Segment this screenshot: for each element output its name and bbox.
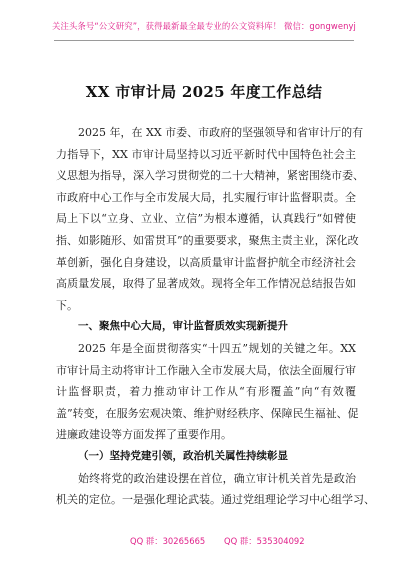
section-heading: 一、聚焦中心大局，审计监督质效实现新提升 — [78, 320, 288, 333]
footer-qq-group-2: QQ 群：535304092 — [224, 536, 305, 546]
header-promo-note: 关注头条号“公文研究”，获得最新最全最专业的公文资料库！ 微信：gongwenyj — [52, 21, 356, 31]
footer-qq-group-1: QQ 群：30265665 — [130, 536, 206, 546]
intro-line: 义思想为指导，深入学习贯彻党的二十大精神，紧密围绕市委、 — [56, 169, 364, 183]
subsection-heading: （一）坚持党建引领，政治机关属性持续彰显 — [78, 449, 288, 462]
subsection-line: 机关的定位。一是强化理论武装。通过党组理论学习中心组学习、 — [56, 493, 375, 507]
section-line: 计监督职责，着力推动审计工作从“有形覆盖”向“有效覆 — [56, 385, 356, 399]
intro-line: 革创新，强化自身建设，以高质量审计监督护航全市经济社会 — [56, 255, 356, 269]
section-line: 进廉政建设等方面发挥了重要作用。 — [56, 428, 232, 442]
intro-line: 力指导下，XX 市审计局坚持以习近平新时代中国特色社会主 — [56, 147, 356, 161]
intro-line: 指、如影随形、如雷贯耳”的重要要求，聚焦主责主业，深化改 — [56, 233, 359, 247]
document-title: XX 市审计局 2025 年度工作总结 — [85, 83, 323, 101]
intro-line: 市政府中心工作与全市发展大局，扎实履行审计监督职责。全 — [56, 190, 356, 204]
intro-line: 下。 — [56, 298, 78, 312]
section-line: 2025 年是全面贯彻落实“十四五”规划的关键之年。XX — [78, 341, 356, 355]
section-line: 市审计局主动将审计工作融入全市发展大局，依法全面履行审 — [56, 363, 356, 377]
section-line: 盖”转变，在服务宏观决策、维护财经秩序、保障民生福祉、促 — [56, 406, 359, 420]
intro-paragraph — [56, 122, 375, 511]
intro-line: 2025 年，在 XX 市委、市政府的坚强领导和省审计厅的有 — [78, 126, 364, 139]
subsection-line: 始终将党的政治建设摆在首位，确立审计机关首先是政治 — [78, 471, 356, 485]
header-divider — [54, 40, 354, 41]
intro-line: 高质量发展，取得了显著成效。现将全年工作情况总结报告如 — [56, 277, 356, 291]
intro-line: 局上下以“立身、立业、立信”为根本遵循，认真践行“如臂使 — [56, 212, 356, 226]
